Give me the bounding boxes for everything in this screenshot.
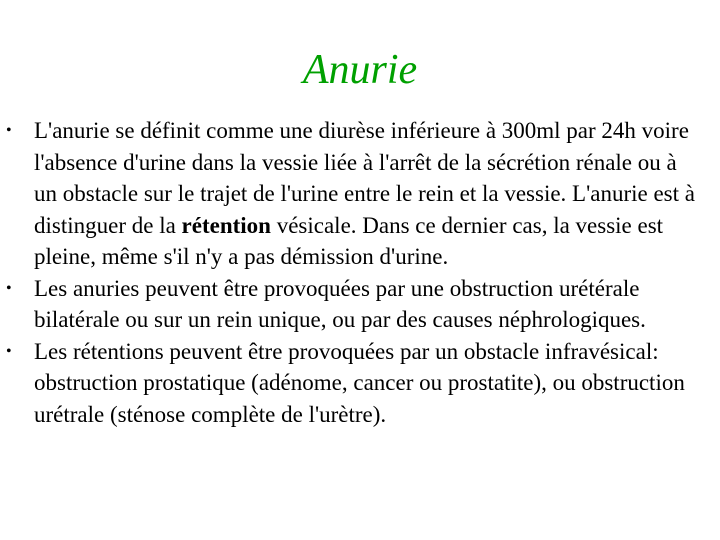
bullet-1-text-start: L'anurie se définit comme une diurèse inférieure à 300ml par 24h voire l'absence d'urine dans la vessie liée à l'arrêt de la sécrétion rénale ou à un obstacle sur le trajet de l'urine entre le rein et la vessie. L'anurie est à distinguer de la <box>34 118 695 238</box>
bullet-icon: • <box>6 342 12 360</box>
bullet-icon: • <box>6 279 12 297</box>
slide-title: Anurie <box>302 47 418 93</box>
bullet-item-3 <box>0 336 704 431</box>
bullet-item-2 <box>0 273 704 336</box>
bullet-icon: • <box>6 122 12 139</box>
bullet-2-text: Les anuries peuvent être provoquées par une obstruction urétérale bilatérale ou sur un rein unique, ou par des causes néphrologiques. <box>34 275 646 332</box>
bullet-list <box>0 115 720 430</box>
bullet-3-text: Les rétentions peuvent être provoquées par un obstacle infravésical: obstruction prostatique (adénome, cancer ou prostatite), ou obstruction urétrale (sténose complète de l'urètre). <box>34 338 685 427</box>
bullet-item-1 <box>0 115 704 273</box>
bullet-1-bold-term: rétention <box>181 212 271 238</box>
bullet-1-text-end: vésicale. Dans ce dernier cas, la vessie est pleine, même s'il n'y a pas démission d'urine. <box>34 212 664 269</box>
